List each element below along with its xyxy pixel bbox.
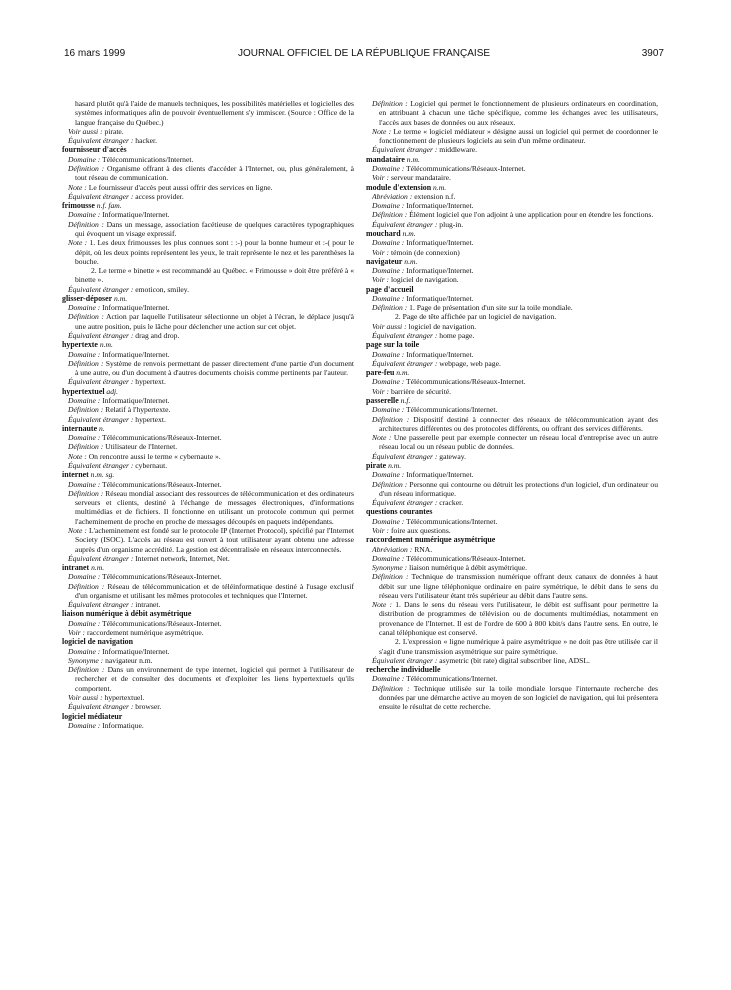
field-label: Équivalent étranger :: [68, 284, 134, 294]
entry-field: [366, 526, 658, 535]
entry-heading: [366, 461, 658, 470]
field-label: Équivalent étranger :: [372, 145, 438, 155]
entry-field: [62, 489, 354, 526]
entry-field: [62, 442, 354, 451]
field-label: Domaine :: [372, 201, 405, 211]
entry-field: [366, 201, 658, 210]
entry-field: [366, 498, 658, 507]
field-text: 1. Les deux frimousses les plus connues sont : :-) pour la bonne humeur et :-( pour le dépit, où les deux points représentent les yeux, le trait représente le nez et les parenthèses la bouche.: [75, 238, 354, 266]
field-text: hacker.: [135, 136, 157, 146]
entry-term: page sur la toile: [366, 340, 420, 350]
entry-field: [62, 480, 354, 489]
field-text: 1. Dans le sens du réseau vers l'utilisateur, le débit est suffisant pour permettre la distribution de programmes de télévision ou de documents multimédias, notamment en provenance de l'Internet. Il est de l'ordre de 600 à 800 kbit/s dans l'autre sens. En outre, le canal téléphonique est conservé.: [379, 600, 658, 638]
field-text: browser.: [135, 702, 162, 712]
entry-heading: [62, 387, 354, 396]
entry-term: frimousse: [62, 201, 95, 211]
entry-field: [62, 461, 354, 470]
field-label: Définition :: [68, 219, 104, 229]
entry-field: [366, 656, 658, 665]
field-label: Voir :: [372, 525, 390, 535]
field-label: Note :: [68, 238, 88, 248]
entry-term: page d'accueil: [366, 284, 414, 294]
entry-field: [62, 155, 354, 164]
entry-field: [62, 210, 354, 219]
entry-field: [366, 387, 658, 396]
field-text: Télécommunications/Réseaux-Internet.: [102, 433, 222, 443]
entry-heading: [366, 535, 658, 544]
entry-field: [366, 433, 658, 452]
field-text: Informatique/Internet.: [102, 396, 170, 405]
entry-grammar: n.m.: [404, 256, 418, 266]
field-text: gateway.: [439, 451, 466, 461]
entry-field: [62, 350, 354, 359]
entry-field: [366, 210, 658, 219]
field-label: Voir aussi :: [372, 321, 407, 331]
field-label: Équivalent étranger :: [372, 331, 438, 341]
field-text: Informatique.: [102, 720, 144, 730]
field-text: Télécommunications/Internet.: [102, 154, 194, 164]
field-label: Domaine :: [68, 303, 101, 313]
field-text: emoticon, smiley.: [135, 284, 189, 294]
entry-grammar: adj.: [106, 386, 119, 396]
entry-field: [62, 220, 354, 239]
entry-term: pirate: [366, 460, 387, 470]
field-label: Note :: [372, 433, 392, 443]
entry-heading: [62, 712, 354, 721]
field-text: cracker.: [439, 498, 464, 508]
entry-field: [366, 248, 658, 257]
entry-field: [366, 238, 658, 247]
field-label: Domaine :: [372, 377, 405, 387]
entry-field: [366, 303, 658, 312]
field-label: Domaine :: [68, 646, 101, 656]
field-label: Voir :: [68, 628, 86, 638]
field-text: Télécommunications/Internet.: [406, 674, 498, 684]
entry-term: internaute: [62, 423, 98, 433]
field-label: Domaine :: [68, 433, 101, 443]
field-label: Équivalent étranger :: [68, 600, 134, 610]
field-label: Équivalent étranger :: [372, 358, 438, 368]
entry-heading: [366, 340, 658, 349]
entry-field: [62, 628, 354, 637]
entry-heading: [366, 285, 658, 294]
field-label: Équivalent étranger :: [68, 414, 134, 424]
entry-field: [62, 303, 354, 312]
entry-field: [366, 470, 658, 479]
entry-heading: [62, 563, 354, 572]
field-text: Logiciel qui permet le fonctionnement de plusieurs ordinateurs en coordination, en attribuant à chacun une tâche spécifique, comme les échanges avec les utilisateurs, l'accès aux bases de données ou aux réseaux.: [379, 99, 658, 127]
entry-heading: [366, 665, 658, 674]
field-text: logiciel de navigation.: [391, 275, 459, 285]
entry-field: [62, 721, 354, 730]
field-text: barrière de sécurité.: [391, 386, 452, 396]
field-label: Note :: [68, 525, 87, 535]
field-label: Domaine :: [68, 618, 101, 628]
field-label: Voir :: [372, 173, 390, 183]
entry-term: module d'extension: [366, 182, 432, 192]
entry-field: [366, 127, 658, 146]
field-text: navigateur n.m.: [105, 655, 153, 665]
field-text: Informatique/Internet.: [102, 303, 170, 313]
entry-term: intranet: [62, 563, 90, 573]
field-label: Abréviation :: [372, 544, 413, 554]
field-label: Domaine :: [68, 479, 101, 489]
entry-field: [62, 183, 354, 192]
field-text: webpage, web page.: [439, 358, 501, 368]
entry-field: [62, 312, 354, 331]
field-label: Voir :: [372, 386, 390, 396]
entry-paragraph: 2. L'expression « ligne numérique à paire asymétrique » ne doit pas être utilisée car il s'agit d'une transmission asymétrique sur paire symétrique.: [379, 637, 658, 656]
entry-field: [366, 684, 658, 712]
entry-field: [366, 674, 658, 683]
field-text: On rencontre aussi le terme « cybernaute ».: [88, 451, 221, 461]
field-text: Informatique/Internet.: [102, 646, 170, 656]
field-text: Élément logiciel que l'on adjoint à une application pour en étendre les fonctions.: [409, 210, 654, 220]
field-label: Synonyme :: [372, 563, 408, 573]
entry-field: [62, 702, 354, 711]
field-label: Définition :: [68, 665, 105, 675]
field-text: Dans un environnement de type internet, logiciel qui permet à l'utilisateur de rechercher et de consulter des documents et d'exploiter les liens hypertextuels qu'ils comportent.: [75, 665, 354, 693]
entry-field: [366, 192, 658, 201]
entry-grammar: n.: [98, 423, 105, 433]
field-text: Télécommunications/Internet.: [406, 405, 498, 415]
field-text: logiciel de navigation.: [408, 321, 477, 331]
field-text: Informatique/Internet.: [406, 349, 474, 359]
field-label: Définition :: [372, 414, 410, 424]
field-label: Domaine :: [372, 349, 405, 359]
entry-field: [62, 656, 354, 665]
field-text: Technique utilisée sur la toile mondiale lorsque l'internaute recherche des données par une démarche active au moyen de son logiciel de navigation, qui lui présentera ensuite le résultat de cette recherche.: [379, 683, 658, 712]
entry-field: [62, 127, 354, 136]
entry-paragraph: 2. Page de tête affichée par un logiciel de navigation.: [395, 312, 557, 322]
entry-field: [366, 164, 658, 173]
field-label: Équivalent étranger :: [68, 191, 134, 201]
field-text: Le fournisseur d'accès peut aussi offrir des services en ligne.: [88, 182, 273, 192]
entry-field: [62, 647, 354, 656]
field-label: Équivalent étranger :: [372, 655, 438, 665]
field-label: Domaine :: [372, 470, 405, 480]
field-text: Télécommunications/Réseaux-Internet.: [406, 377, 526, 387]
field-text: Télécommunications/Réseaux-Internet.: [102, 572, 222, 582]
field-label: Définition :: [372, 210, 408, 220]
field-label: Voir aussi :: [68, 693, 103, 702]
entry-field: [366, 173, 658, 182]
field-text: hypertext.: [135, 377, 166, 387]
header-date: 16 mars 1999: [64, 48, 126, 59]
entry-term: raccordement numérique asymétrique: [366, 535, 496, 545]
field-label: Domaine :: [68, 210, 101, 220]
entry-term: hypertextuel: [62, 386, 105, 396]
field-text: Réseau mondial associant des ressources de télécommunication et des ordinateurs serveurs et clients, destiné à l'échange de messages électroniques, d'informations multimédias et de fichiers. Il fonctionne en utilisant un protocole commun qui permet l'acheminement de proche en proche de messages découpés en paquets indépendants.: [75, 488, 354, 526]
field-text: Informatique/Internet.: [102, 210, 170, 220]
field-text: intranet.: [135, 600, 161, 610]
entry-heading: [62, 340, 354, 349]
entry-heading: [366, 155, 658, 164]
entry-heading: [62, 470, 354, 479]
field-label: Domaine :: [68, 572, 101, 582]
field-text: Informatique/Internet.: [406, 201, 474, 211]
field-text: Le terme « logiciel médiateur » désigne aussi un logiciel qui permet de coordonner le fonctionnement de plusieurs logiciels au sein d'un même ordinateur.: [379, 126, 658, 146]
field-text: hypertextuel.: [104, 693, 145, 702]
page-header: [64, 48, 664, 62]
entry-grammar: n.m.: [406, 154, 420, 164]
entry-field: [366, 415, 658, 434]
field-text: Télécommunications/Réseaux-Internet.: [102, 479, 222, 489]
field-label: Domaine :: [372, 238, 405, 248]
field-label: Domaine :: [372, 163, 405, 173]
field-text: access provider.: [135, 191, 184, 201]
entry-heading: [366, 257, 658, 266]
field-label: Domaine :: [372, 266, 405, 276]
field-text: liaison numérique à débit asymétrique.: [409, 563, 528, 573]
entry-field: [366, 350, 658, 359]
field-label: Définition :: [68, 405, 104, 415]
field-text: serveur mandataire.: [391, 173, 451, 183]
field-label: Définition :: [372, 479, 408, 489]
field-text: pirate.: [104, 126, 124, 136]
entry-grammar: n.m.: [388, 460, 402, 470]
entry-term: recherche individuelle: [366, 665, 441, 675]
entry-heading: [62, 201, 354, 210]
entry-term: fournisseur d'accès: [62, 145, 127, 155]
field-label: Équivalent étranger :: [372, 498, 438, 508]
field-label: Domaine :: [372, 516, 405, 526]
entry-field: [62, 433, 354, 442]
entry-field: [366, 517, 658, 526]
entry-field: [366, 275, 658, 284]
field-label: Équivalent étranger :: [68, 136, 134, 146]
entry-paragraph: 2. Le terme « binette » est recommandé au Québec. « Frimousse » doit être préféré à « binette ».: [75, 266, 354, 285]
field-label: Équivalent étranger :: [372, 451, 438, 461]
entry-field: [366, 563, 658, 572]
entry-grammar: n.f.: [400, 396, 411, 405]
field-label: Domaine :: [68, 396, 101, 405]
entry-field: [366, 405, 658, 414]
entry-field: [366, 452, 658, 461]
entry-heading: [62, 145, 354, 154]
field-label: Note :: [68, 182, 87, 192]
field-label: Domaine :: [372, 405, 405, 415]
field-label: Équivalent étranger :: [68, 702, 134, 712]
field-text: Internet network, Internet, Net.: [135, 553, 230, 563]
field-label: Note :: [68, 451, 87, 461]
entry-term: logiciel de navigation: [62, 637, 134, 647]
field-text: Télécommunications/Réseaux-Internet.: [406, 163, 526, 173]
entry-field: [62, 405, 354, 414]
field-label: Note :: [372, 600, 393, 610]
entry-term: internet: [62, 470, 89, 480]
field-text: Informatique/Internet.: [102, 349, 170, 359]
entry-field: [366, 359, 658, 368]
entry-field: [62, 359, 354, 378]
field-label: Définition :: [68, 581, 105, 591]
entry-field: [366, 145, 658, 154]
entry-field: [366, 545, 658, 554]
field-label: Définition :: [68, 312, 104, 322]
entry-continuation: hasard plutôt qu'à l'aide de manuels techniques, les possibilités matérielles et logicielles des systèmes informatiques afin de pouvoir éventuellement s'y immiscer. (Source : Office de la langue française du Québec.): [75, 99, 354, 127]
entry-field: [62, 377, 354, 386]
entry-term: mouchard: [366, 228, 401, 238]
entry-term: liaison numérique à débit asymétrique: [62, 609, 192, 619]
entry-heading: [62, 609, 354, 618]
entry-term: glisser-déposer: [62, 293, 113, 303]
field-label: Voir :: [372, 275, 390, 285]
entry-heading: [62, 637, 354, 646]
field-label: Domaine :: [372, 553, 405, 563]
field-text: RNA.: [414, 544, 433, 554]
entry-heading: [366, 183, 658, 192]
field-text: Relatif à l'hypertexte.: [105, 405, 171, 415]
field-label: Équivalent étranger :: [372, 219, 438, 229]
entry-field: [62, 238, 354, 266]
entry-field: [366, 99, 658, 127]
entry-grammar: n.f. fam.: [96, 201, 122, 211]
journal-title: JOURNAL OFFICIEL DE LA RÉPUBLIQUE FRANÇAISE: [237, 48, 491, 59]
field-text: Informatique/Internet.: [406, 293, 474, 303]
entry-grammar: n.m. sg.: [90, 470, 115, 480]
field-text: Réseau de télécommunication et de téléinformatique destiné à l'usage exclusif d'un organisme et utilisant les mêmes protocoles et techniques que l'Internet.: [75, 581, 354, 600]
field-text: Dans un message, association facétieuse de quelques caractères typographiques qui évoquent un visage expressif.: [75, 219, 354, 238]
entry-field: [366, 220, 658, 229]
field-text: raccordement numérique asymétrique.: [87, 628, 204, 638]
field-text: asymetric (bit rate) digital subscriber line, ADSL.: [439, 655, 590, 665]
entry-field: [62, 554, 354, 563]
field-label: Définition :: [372, 683, 410, 693]
field-label: Domaine :: [68, 349, 101, 359]
entry-grammar: n.m.: [114, 293, 128, 303]
entry-grammar: n.m.: [433, 182, 447, 192]
entry-term: navigateur: [366, 256, 403, 266]
entry-grammar: n.m.: [402, 228, 416, 238]
field-text: Informatique/Internet.: [406, 238, 474, 248]
entry-field: [62, 396, 354, 405]
field-text: Action par laquelle l'utilisateur sélectionne un objet à l'écran, le déplace jusqu'à une autre position, puis le lâche pour déclencher une action sur cet objet.: [75, 312, 354, 331]
entry-heading: [366, 229, 658, 238]
field-text: Organisme offrant à des clients d'accéder à l'Internet, ou, plus généralement, à tout réseau de communication.: [75, 163, 354, 183]
field-label: Définition :: [372, 572, 409, 582]
field-text: témoin (de connexion): [391, 247, 460, 257]
field-text: Informatique/Internet.: [406, 470, 474, 480]
right-column: [366, 99, 658, 712]
entry-term: logiciel médiateur: [62, 711, 123, 721]
entry-field: [366, 600, 658, 637]
entry-field: [366, 322, 658, 331]
field-text: Dispositif destiné à connecter des réseaux de télécommunication ayant des architectures différentes ou des protocoles différents, ou offrant des services différents.: [379, 414, 658, 433]
entry-field: [366, 377, 658, 386]
entry-grammar: n.m.: [99, 340, 113, 350]
entry-term: passerelle: [366, 396, 399, 405]
field-label: Domaine :: [372, 293, 405, 303]
field-label: Équivalent étranger :: [68, 377, 134, 387]
left-column: [62, 99, 354, 730]
field-label: Voir aussi :: [68, 126, 103, 136]
entry-grammar: n.m.: [91, 563, 105, 573]
field-label: Domaine :: [372, 674, 405, 684]
field-text: Télécommunications/Internet.: [406, 516, 498, 526]
entry-field: [62, 693, 354, 702]
field-label: Définition :: [372, 99, 408, 108]
entry-field: [62, 331, 354, 340]
field-text: Personne qui contourne ou détruit les protections d'un logiciel, d'un ordinateur ou d'un réseau informatique.: [379, 479, 658, 498]
field-text: Technique de transmission numérique offrant deux canaux de données à haut débit sur une ligne téléphonique ordinaire en paire symétrique, le débit dans le sens du réseau vers l'utilisateur étant très supérieur au débit dans l'autre sens.: [379, 572, 658, 600]
field-label: Définition :: [68, 358, 104, 368]
field-text: plug-in.: [439, 219, 464, 229]
field-label: Voir :: [372, 247, 390, 257]
entry-heading: [62, 294, 354, 303]
entry-field: [62, 164, 354, 183]
entry-field: [62, 582, 354, 601]
field-label: Définition :: [68, 163, 105, 173]
field-text: Télécommunications/Réseaux-Internet.: [102, 618, 222, 628]
field-text: Utilisateur de l'Internet.: [105, 442, 178, 452]
field-text: drag and drop.: [135, 331, 180, 341]
entry-heading: [366, 368, 658, 377]
field-label: Définition :: [68, 442, 104, 452]
entry-heading: [366, 507, 658, 516]
entry-field: [366, 554, 658, 563]
field-label: Domaine :: [68, 154, 101, 164]
entry-field: [366, 266, 658, 275]
entry-field: [62, 600, 354, 609]
field-label: Abréviation :: [372, 191, 413, 201]
field-label: Définition :: [68, 488, 104, 498]
field-label: Équivalent étranger :: [68, 460, 134, 470]
field-text: foire aux questions.: [391, 525, 451, 535]
entry-term: mandataire: [366, 154, 405, 164]
field-text: Informatique/Internet.: [406, 266, 474, 276]
entry-grammar: n.m.: [396, 368, 410, 378]
entry-field: [62, 452, 354, 461]
entry-field: [366, 294, 658, 303]
entry-field: [366, 572, 658, 600]
entry-field: [62, 526, 354, 554]
entry-heading: [62, 424, 354, 433]
field-text: middleware.: [439, 145, 478, 155]
entry-term: questions courantes: [366, 507, 433, 517]
entry-heading: [366, 396, 658, 405]
field-text: home page.: [439, 331, 475, 341]
field-text: Système de renvois permettant de passer directement d'une partie d'un document à une autre, ou d'un document à d'autres documents choisis comme pertinents par l'auteur.: [75, 358, 354, 378]
field-label: Note :: [372, 126, 392, 136]
page-number: 3907: [641, 48, 664, 59]
field-text: 1. Page de présentation d'un site sur la toile mondiale.: [409, 303, 573, 313]
entry-field: [366, 480, 658, 499]
field-label: Équivalent étranger :: [68, 553, 134, 563]
field-label: Définition :: [372, 303, 408, 313]
entry-field: [62, 619, 354, 628]
entry-field: [62, 136, 354, 145]
field-label: Domaine :: [68, 720, 101, 730]
entry-field: [62, 572, 354, 581]
field-text: cybernaut.: [135, 460, 168, 470]
field-text: extension n.f.: [414, 191, 456, 201]
field-text: hypertext.: [135, 414, 166, 424]
entry-term: pare-feu: [366, 368, 395, 378]
entry-field: [62, 285, 354, 294]
entry-field: [62, 415, 354, 424]
entry-term: hypertexte: [62, 340, 98, 350]
entry-field: [62, 665, 354, 693]
entry-field: [366, 331, 658, 340]
field-label: Équivalent étranger :: [68, 331, 134, 341]
field-text: Télécommunications/Réseaux-Internet.: [406, 553, 526, 563]
field-label: Synonyme :: [68, 655, 104, 665]
field-text: Une passerelle peut par exemple connecter un réseau local d'entreprise avec un autre réseau local ou un réseau public de données.: [379, 433, 658, 452]
entry-field: [62, 192, 354, 201]
field-text: L'acheminement est fondé sur le protocole IP (Internet Protocol), spécifié par l'Internet Society (ISOC). L'accès au réseau est ouvert à tout utilisateur ayant obtenu une adresse auprès d'un organisme accrédité. La gestion est décentralisée en réseaux interconnectés.: [75, 525, 354, 554]
